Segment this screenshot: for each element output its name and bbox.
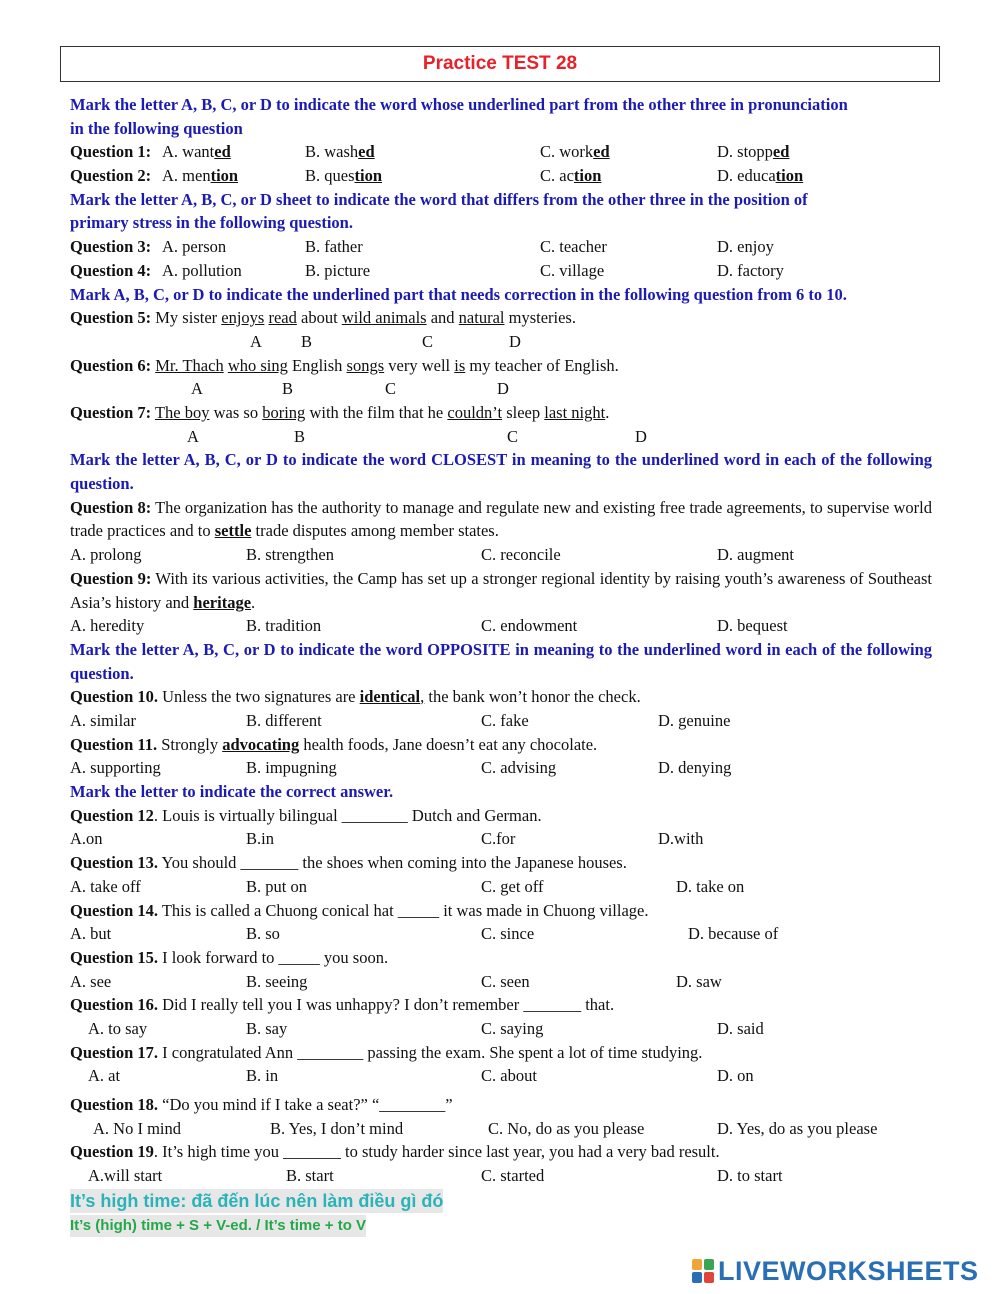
option-c[interactable]: C. teacher bbox=[540, 237, 607, 257]
question-1 bbox=[70, 140, 932, 164]
option-d[interactable]: D. augment bbox=[717, 545, 794, 565]
option-a[interactable]: A. see bbox=[70, 971, 112, 991]
option-c[interactable]: C. seen bbox=[481, 971, 530, 991]
question-14: Question 14. This is called a Chuong conical hat _____ it was made in Chuong village. bbox=[70, 900, 649, 920]
option-d[interactable]: D. bequest bbox=[717, 616, 788, 636]
underlined-word: heritage bbox=[193, 592, 252, 612]
grammar-note-2: It’s (high) time + S + V-ed. / It’s time + to V bbox=[70, 1215, 366, 1237]
option-b[interactable]: B.in bbox=[246, 829, 274, 849]
instruction-2-line-1: Mark the letter A, B, C, or D sheet to indicate the word that differs from the other three in the position of bbox=[70, 189, 808, 209]
option-d[interactable]: D. saw bbox=[676, 971, 722, 991]
letter-a[interactable]: A bbox=[250, 331, 262, 351]
question-label: Question 9: bbox=[70, 568, 152, 588]
option-a[interactable]: A. mention bbox=[162, 166, 239, 186]
question-19: Question 19. It’s high time you _______ to study harder since last year, you had a very bad result. bbox=[70, 1142, 720, 1162]
underlined-a: The boy bbox=[154, 402, 210, 422]
question-label: Question 13. bbox=[70, 853, 159, 873]
logo-text: LIVEWORKSHEETS bbox=[718, 1255, 979, 1286]
underlined-b: who sing bbox=[227, 355, 288, 375]
option-d[interactable]: D. enjoy bbox=[717, 237, 774, 257]
question-13: Question 13. You should _______ the shoes when coming into the Japanese houses. bbox=[70, 853, 627, 873]
instruction-5: Mark the letter A, B, C, or D to indicate the word OPPOSITE in meaning to the underlined word in each of the following question. bbox=[70, 639, 932, 683]
question-18-options bbox=[70, 1117, 932, 1141]
option-c[interactable]: C. get off bbox=[481, 876, 544, 896]
option-c[interactable]: C. No, do as you please bbox=[488, 1118, 645, 1138]
option-c[interactable]: C. endowment bbox=[481, 616, 578, 636]
underlined-word: settle bbox=[214, 521, 252, 541]
question-13-options bbox=[70, 875, 932, 899]
underlined-c: songs bbox=[346, 355, 385, 375]
letter-b[interactable]: B bbox=[301, 331, 313, 351]
option-b[interactable]: B. washed bbox=[305, 142, 375, 162]
underlined-c: couldn’t bbox=[447, 402, 503, 422]
underlined-word: advocating bbox=[222, 734, 300, 754]
option-b[interactable]: B. father bbox=[305, 237, 363, 257]
option-c[interactable]: C. started bbox=[481, 1166, 545, 1186]
option-a[interactable]: A. supporting bbox=[70, 758, 161, 778]
question-4 bbox=[70, 259, 932, 283]
option-b[interactable]: B. tradition bbox=[246, 616, 322, 636]
option-d[interactable]: D. take on bbox=[676, 876, 745, 896]
question-18: Question 18. “Do you mind if I take a seat?” “________” bbox=[70, 1095, 453, 1114]
option-a[interactable]: A. to say bbox=[88, 1018, 148, 1038]
option-c[interactable]: C. action bbox=[540, 166, 602, 186]
question-16: Question 16. Did I really tell you I was unhappy? I don’t remember _______ that. bbox=[70, 995, 615, 1015]
liveworksheets-logo[interactable] bbox=[692, 1254, 979, 1288]
option-a[interactable]: A. at bbox=[88, 1066, 121, 1086]
option-b[interactable]: B. question bbox=[305, 166, 383, 186]
question-14-options bbox=[70, 922, 932, 946]
question-5-letters bbox=[70, 330, 932, 354]
letter-d[interactable]: D bbox=[509, 331, 521, 351]
instruction-1-line-1: Mark the letter A, B, C, or D to indicate the word whose underlined part from the other three in pronunciation bbox=[70, 95, 848, 114]
worksheet-content bbox=[70, 93, 932, 1237]
question-8-options bbox=[70, 543, 932, 567]
question-label: Question 4: bbox=[70, 260, 152, 280]
question-15-options bbox=[70, 970, 932, 994]
question-label: Question 2: bbox=[70, 166, 152, 186]
underlined-c: wild animals bbox=[341, 308, 427, 328]
question-16-options bbox=[70, 1017, 932, 1041]
question-11-options bbox=[70, 756, 932, 780]
option-b[interactable]: B. impugning bbox=[246, 758, 337, 778]
question-8: Question 8: The organization has the authority to manage and regulate new and existing free trade agreements, to supervise world trade practices and to settle trade disputes among member states. bbox=[70, 497, 932, 541]
underlined-b: boring bbox=[262, 402, 306, 422]
option-d[interactable]: D. to start bbox=[717, 1166, 783, 1186]
letter-b[interactable]: B bbox=[282, 379, 294, 399]
option-d[interactable]: D. education bbox=[717, 166, 804, 186]
question-label: Question 7: bbox=[70, 402, 152, 422]
underlined-word: identical bbox=[359, 687, 421, 707]
option-b[interactable]: B. seeing bbox=[246, 971, 308, 991]
option-a[interactable]: A. take off bbox=[70, 876, 141, 896]
option-d[interactable]: D. stopped bbox=[717, 142, 790, 162]
option-d[interactable]: D. said bbox=[717, 1018, 764, 1038]
option-a[interactable]: A. prolong bbox=[70, 545, 142, 565]
option-c[interactable]: C. fake bbox=[481, 711, 529, 730]
option-d[interactable]: D. factory bbox=[717, 260, 784, 280]
question-5: Question 5: My sister enjoys read about wild animals and natural mysteries. bbox=[70, 308, 576, 328]
grammar-note-2-row bbox=[70, 1215, 932, 1237]
option-b[interactable]: B. put on bbox=[246, 876, 307, 896]
option-d[interactable]: D. Yes, do as you please bbox=[717, 1118, 878, 1138]
question-label: Question 17. bbox=[70, 1042, 159, 1062]
option-d[interactable]: D. genuine bbox=[658, 711, 731, 730]
option-d[interactable]: D. because of bbox=[688, 924, 779, 944]
option-b[interactable]: B. start bbox=[286, 1166, 334, 1186]
option-a[interactable]: A. person bbox=[162, 237, 227, 257]
option-c[interactable]: C. village bbox=[540, 260, 605, 280]
question-2 bbox=[70, 164, 932, 188]
question-label: Question 16. bbox=[70, 995, 159, 1015]
option-b[interactable]: B. strengthen bbox=[246, 545, 334, 565]
question-label: Question 19 bbox=[70, 1142, 154, 1162]
letter-d[interactable]: D bbox=[635, 426, 647, 446]
option-c[interactable]: C.for bbox=[481, 829, 516, 849]
question-label: Question 11. bbox=[70, 734, 158, 754]
underlined-a: enjoys bbox=[221, 308, 265, 328]
option-d[interactable]: D. denying bbox=[658, 758, 732, 778]
question-10: Question 10. Unless the two signatures are identical, the bank won’t honor the check. bbox=[70, 687, 641, 707]
question-label: Question 15. bbox=[70, 947, 159, 967]
letter-b[interactable]: B bbox=[294, 426, 306, 446]
question-12: Question 12. Louis is virtually bilingual ________ Dutch and German. bbox=[70, 805, 542, 825]
question-label: Question 18. bbox=[70, 1095, 159, 1114]
underlined-d: natural bbox=[458, 308, 505, 328]
question-9: Question 9: With its various activities, the Camp has set up a stronger regional identity by raising youth’s awareness of Southeast Asia’s history and heritage. bbox=[70, 568, 933, 612]
question-6: Question 6: Mr. Thach who sing English songs very well is my teacher of English. bbox=[70, 355, 619, 375]
option-c[interactable]: C. saying bbox=[481, 1018, 544, 1038]
option-a[interactable]: A. pollution bbox=[162, 260, 242, 280]
question-11: Question 11. Strongly advocating health foods, Jane doesn’t eat any chocolate. bbox=[70, 734, 598, 754]
instruction-2-line-2: primary stress in the following question. bbox=[70, 213, 353, 233]
option-a[interactable]: A. No I mind bbox=[93, 1118, 181, 1138]
underlined-a: Mr. Thach bbox=[155, 355, 224, 375]
option-a[interactable]: A. wanted bbox=[162, 142, 231, 162]
option-c[interactable]: C. since bbox=[481, 924, 535, 944]
question-12-options bbox=[70, 827, 932, 851]
instruction-4: Mark the letter A, B, C, or D to indicate the word CLOSEST in meaning to the underlined word in each of the following question. bbox=[70, 450, 932, 494]
letter-c[interactable]: C bbox=[422, 331, 434, 351]
question-label: Question 5: bbox=[70, 308, 152, 328]
option-d[interactable]: D. on bbox=[717, 1066, 754, 1086]
question-3 bbox=[70, 235, 932, 259]
question-7: Question 7: The boy was so boring with the film that he couldn’t sleep last night. bbox=[70, 402, 610, 422]
option-c[interactable]: C. about bbox=[481, 1066, 537, 1086]
question-label: Question 14. bbox=[70, 900, 159, 920]
letter-c[interactable]: C bbox=[385, 379, 397, 399]
question-label: Question 12 bbox=[70, 805, 154, 825]
question-label: Question 6: bbox=[70, 355, 152, 375]
instruction-3: Mark A, B, C, or D to indicate the underlined part that needs correction in the following question from 6 to 10. bbox=[70, 284, 847, 304]
question-9-options bbox=[70, 614, 932, 638]
instruction-6: Mark the letter to indicate the correct answer. bbox=[70, 782, 394, 802]
letter-a[interactable]: A bbox=[187, 426, 199, 446]
option-c[interactable]: C. reconcile bbox=[481, 545, 561, 565]
option-c[interactable]: C. advising bbox=[481, 758, 557, 778]
question-label: Question 10. bbox=[70, 687, 159, 707]
option-b[interactable]: B. different bbox=[246, 711, 322, 730]
question-label: Question 3: bbox=[70, 237, 152, 257]
option-d[interactable]: D.with bbox=[658, 829, 704, 849]
letter-c[interactable]: C bbox=[507, 426, 519, 446]
title-box bbox=[60, 46, 940, 82]
letter-a[interactable]: A bbox=[191, 379, 203, 399]
option-b[interactable]: B. in bbox=[246, 1066, 279, 1086]
question-label: Question 8: bbox=[70, 497, 152, 517]
option-b[interactable]: B. Yes, I don’t mind bbox=[270, 1118, 404, 1138]
option-a[interactable]: A. heredity bbox=[70, 616, 145, 636]
option-a[interactable]: A.on bbox=[70, 829, 103, 849]
page-title: Practice TEST 28 bbox=[422, 53, 578, 74]
underlined-b: read bbox=[268, 308, 297, 328]
instruction-1-line-2: in the following question bbox=[70, 118, 243, 138]
option-a[interactable]: A. similar bbox=[70, 711, 136, 730]
option-b[interactable]: B. so bbox=[246, 924, 280, 944]
letter-d[interactable]: D bbox=[497, 379, 509, 399]
option-a[interactable]: A.will start bbox=[88, 1166, 163, 1186]
question-15: Question 15. I look forward to _____ you soon. bbox=[70, 947, 389, 967]
option-b[interactable]: B. picture bbox=[305, 260, 371, 280]
grammar-note-1-row bbox=[70, 1189, 932, 1213]
question-17: Question 17. I congratulated Ann ________ passing the exam. She spent a lot of time studying. bbox=[70, 1042, 703, 1062]
option-c[interactable]: C. worked bbox=[540, 142, 610, 162]
logo-icon bbox=[692, 1259, 714, 1283]
question-17-options bbox=[70, 1064, 932, 1088]
grammar-note-1: It’s high time: đã đến lúc nên làm điều gì đó bbox=[70, 1190, 444, 1211]
question-6-letters bbox=[70, 377, 932, 401]
question-19-options bbox=[70, 1164, 932, 1188]
underlined-d: is bbox=[454, 355, 466, 375]
option-a[interactable]: A. but bbox=[70, 924, 112, 944]
underlined-d: last night bbox=[544, 402, 606, 422]
question-7-letters bbox=[70, 425, 932, 449]
question-10-options bbox=[70, 709, 932, 733]
option-b[interactable]: B. say bbox=[246, 1018, 288, 1038]
question-label: Question 1: bbox=[70, 142, 152, 162]
